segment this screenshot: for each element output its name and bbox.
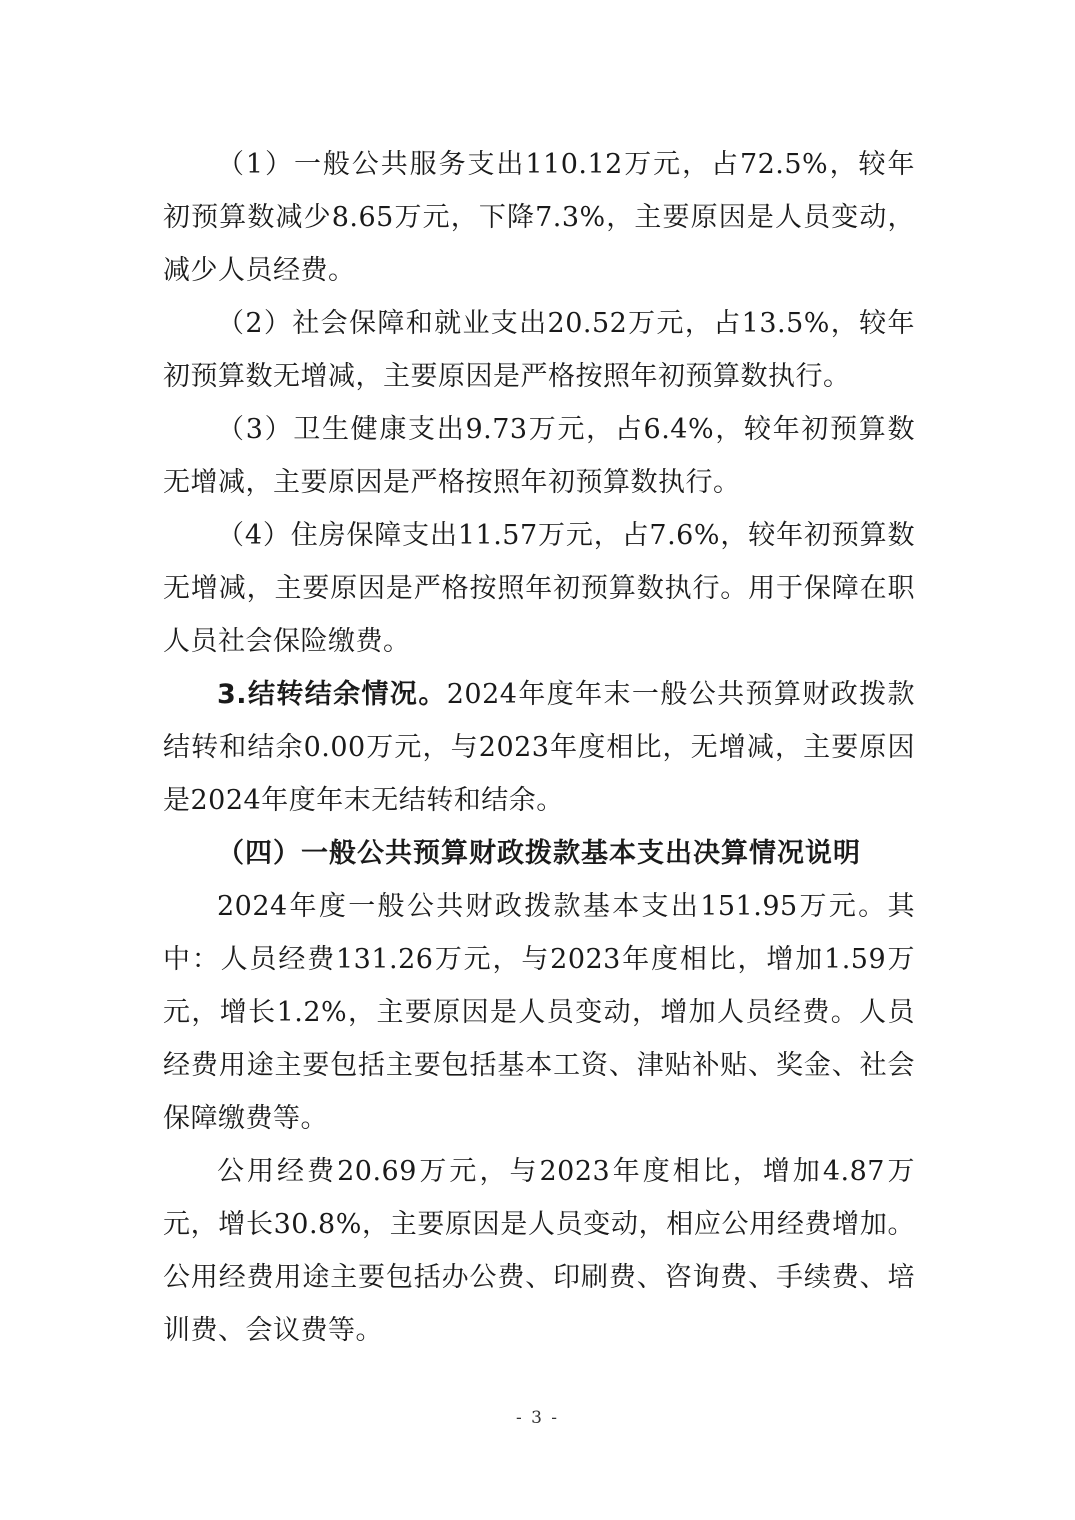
section-heading-basic-expenditure: （四）一般公共预算财政拨款基本支出决算情况说明: [217, 838, 861, 869]
paragraph-carryover: [163, 668, 915, 827]
paragraph-basic-expenditure: 2024年度一般公共财政拨款基本支出151.95万元。其中：人员经费131.26万元，与2023年度相比，增加1.59万元，增长1.2%，主要原因是人员变动，增加人员经费。人员经费用途主要包括主要包括基本工资、津贴补贴、奖金、社会保障缴费等。: [163, 891, 915, 1134]
document-body: [163, 138, 915, 1357]
paragraph-public-funds: 公用经费20.69万元，与2023年度相比，增加4.87万元，增长30.8%，主要原因是人员变动，相应公用经费增加。公用经费用途主要包括办公费、印刷费、咨询费、手续费、培训费、会议费等。: [163, 1156, 915, 1346]
paragraph-health: （3）卫生健康支出9.73万元，占6.4%，较年初预算数无增减，主要原因是严格按照年初预算数执行。: [163, 414, 915, 498]
carryover-lead: 3.结转结余情况。: [217, 679, 447, 710]
paragraph-general-public-services: （1）一般公共服务支出110.12万元，占72.5%，较年初预算数减少8.65万元，下降7.3%，主要原因是人员变动，减少人员经费。: [163, 149, 915, 286]
paragraph-housing: （4）住房保障支出11.57万元，占7.6%，较年初预算数无增减，主要原因是严格按照年初预算数执行。用于保障在职人员社会保险缴费。: [163, 520, 915, 657]
paragraph-social-security: （2）社会保障和就业支出20.52万元，占13.5%，较年初预算数无增减，主要原因是严格按照年初预算数执行。: [163, 308, 915, 392]
carryover-body: 2024年度年末一般公共预算财政拨款结转和结余0.00万元，与2023年度相比，无增减，主要原因是2024年度年末无结转和结余。: [163, 679, 916, 816]
page-number: - 3 -: [515, 1408, 560, 1428]
